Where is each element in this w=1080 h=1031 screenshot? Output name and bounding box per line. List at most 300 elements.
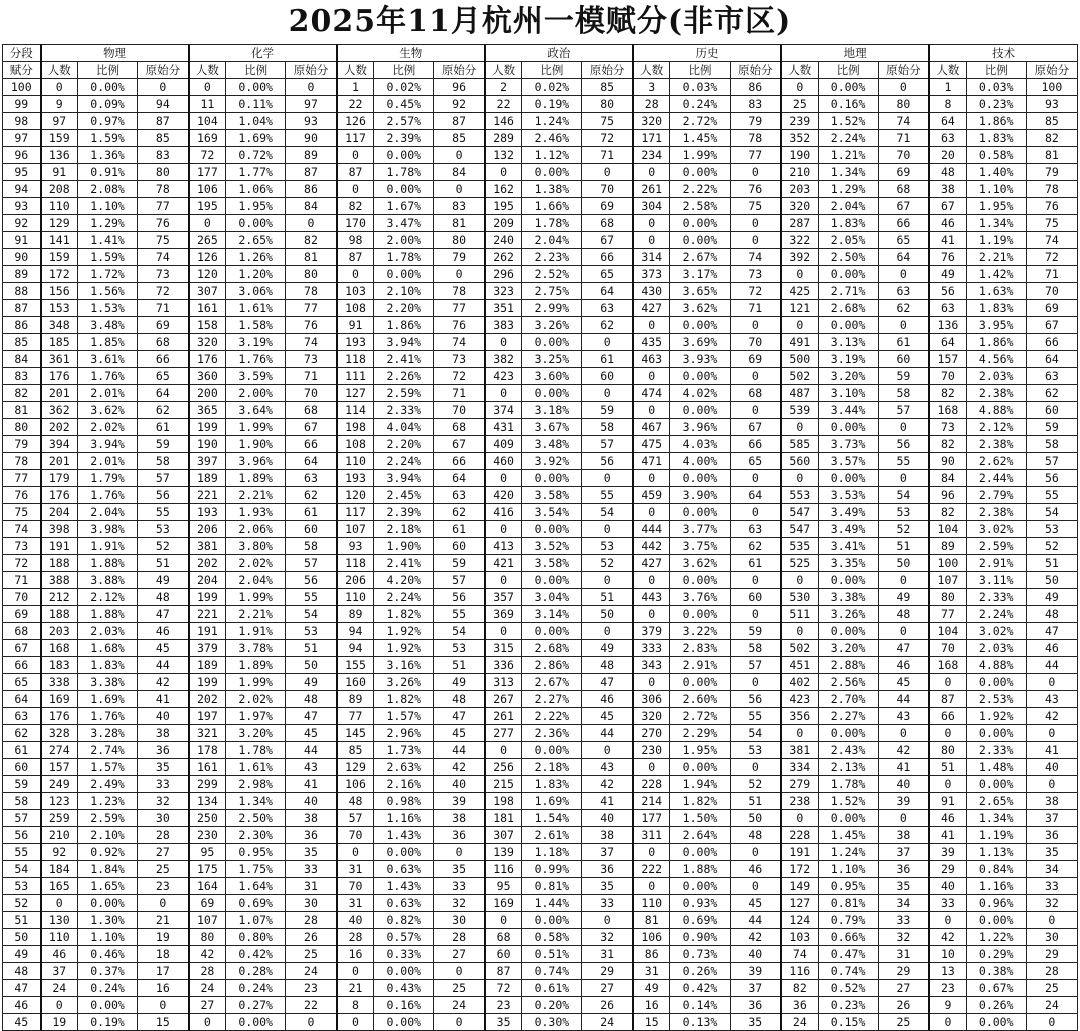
table-cell: 46	[878, 657, 929, 674]
table-cell: 44	[434, 742, 485, 759]
page-title: 2025年11月杭州一模赋分(非市区)	[288, 4, 792, 39]
table-cell: 0.33%	[374, 946, 434, 963]
table-cell: 42	[189, 946, 226, 963]
table-cell: 64	[730, 487, 781, 504]
table-row	[3, 674, 1078, 691]
table-cell: 82	[929, 436, 966, 453]
column-header: 人数	[485, 62, 522, 79]
table-cell: 2.38%	[966, 385, 1026, 402]
table-cell: 348	[41, 317, 78, 334]
assigned-score-cell: 71	[3, 572, 41, 589]
table-cell: 203	[41, 623, 78, 640]
table-cell: 198	[337, 419, 374, 436]
table-cell: 0.00%	[670, 844, 730, 861]
table-cell: 68	[138, 334, 189, 351]
table-cell: 57	[286, 555, 337, 572]
table-cell: 2.03%	[78, 623, 138, 640]
table-cell: 2.62%	[966, 453, 1026, 470]
table-cell: 3.48%	[78, 317, 138, 334]
table-cell: 0	[337, 963, 374, 980]
table-cell: 0.00%	[522, 470, 582, 487]
table-cell: 1.44%	[522, 895, 582, 912]
table-cell: 0	[633, 844, 670, 861]
table-cell: 0	[633, 470, 670, 487]
table-cell: 307	[485, 827, 522, 844]
table-cell: 74	[138, 249, 189, 266]
table-cell: 48	[337, 793, 374, 810]
table-cell: 0	[633, 164, 670, 181]
table-cell: 49	[1026, 589, 1077, 606]
table-cell: 2.04%	[818, 198, 878, 215]
assigned-score-cell: 61	[3, 742, 41, 759]
table-cell: 1.94%	[670, 776, 730, 793]
assigned-score-cell: 96	[3, 147, 41, 164]
table-cell: 49	[286, 674, 337, 691]
table-cell: 64	[878, 249, 929, 266]
table-cell: 57	[878, 402, 929, 419]
table-cell: 71	[1026, 266, 1077, 283]
table-cell: 0	[582, 521, 633, 538]
column-header: 人数	[189, 62, 226, 79]
table-cell: 72	[730, 283, 781, 300]
table-cell: 2.02%	[226, 555, 286, 572]
table-cell: 1.69%	[78, 691, 138, 708]
table-cell: 108	[337, 436, 374, 453]
table-cell: 431	[485, 419, 522, 436]
table-cell: 1.45%	[670, 130, 730, 147]
table-cell: 0.00%	[670, 368, 730, 385]
table-cell: 1.57%	[374, 708, 434, 725]
table-cell: 0	[485, 334, 522, 351]
table-cell: 71	[138, 300, 189, 317]
table-cell: 82	[929, 504, 966, 521]
table-cell: 44	[138, 657, 189, 674]
table-cell: 51	[286, 640, 337, 657]
table-cell: 45	[582, 708, 633, 725]
table-cell: 42	[730, 929, 781, 946]
table-cell: 70	[434, 402, 485, 419]
table-cell: 50	[878, 555, 929, 572]
table-cell: 1.76%	[78, 708, 138, 725]
table-cell: 0.96%	[966, 895, 1026, 912]
table-cell: 155	[337, 657, 374, 674]
table-cell: 48	[286, 691, 337, 708]
table-cell: 0	[434, 844, 485, 861]
table-cell: 3.06%	[226, 283, 286, 300]
table-cell: 39	[929, 844, 966, 861]
table-cell: 52	[730, 776, 781, 793]
column-header: 比例	[374, 62, 434, 79]
table-cell: 78	[1026, 181, 1077, 198]
table-cell: 0	[633, 232, 670, 249]
table-cell: 176	[41, 368, 78, 385]
table-row	[3, 691, 1078, 708]
table-cell: 2.08%	[78, 181, 138, 198]
table-cell: 0	[138, 79, 189, 96]
table-cell: 3.62%	[78, 402, 138, 419]
table-cell: 0.28%	[226, 963, 286, 980]
table-cell: 0.00%	[818, 470, 878, 487]
table-cell: 126	[189, 249, 226, 266]
table-cell: 0	[929, 776, 966, 793]
table-cell: 1.06%	[226, 181, 286, 198]
table-cell: 108	[337, 300, 374, 317]
table-cell: 3.93%	[670, 351, 730, 368]
table-cell: 2.30%	[226, 827, 286, 844]
table-cell: 118	[337, 555, 374, 572]
table-row	[3, 215, 1078, 232]
table-cell: 23	[138, 878, 189, 895]
assigned-score-cell: 65	[3, 674, 41, 691]
table-cell: 0	[286, 215, 337, 232]
table-cell: 1.76%	[78, 368, 138, 385]
table-cell: 79	[1026, 164, 1077, 181]
table-cell: 28	[434, 929, 485, 946]
table-cell: 77	[434, 300, 485, 317]
assigned-score-cell: 78	[3, 453, 41, 470]
table-cell: 74	[1026, 232, 1077, 249]
table-cell: 1.10%	[818, 861, 878, 878]
table-cell: 539	[781, 402, 818, 419]
table-cell: 23	[485, 997, 522, 1014]
table-cell: 2.04%	[78, 504, 138, 521]
table-cell: 46	[929, 810, 966, 827]
table-row	[3, 776, 1078, 793]
table-cell: 0.80%	[226, 929, 286, 946]
assigned-score-cell: 53	[3, 878, 41, 895]
table-cell: 2.10%	[374, 283, 434, 300]
table-cell: 86	[730, 79, 781, 96]
table-cell: 2.18%	[374, 521, 434, 538]
table-cell: 2.23%	[522, 249, 582, 266]
table-cell: 0	[434, 266, 485, 283]
table-cell: 61	[878, 334, 929, 351]
table-cell: 70	[878, 147, 929, 164]
table-cell: 343	[633, 657, 670, 674]
table-cell: 191	[781, 844, 818, 861]
table-cell: 0.00%	[522, 521, 582, 538]
table-cell: 168	[41, 640, 78, 657]
table-cell: 78	[434, 283, 485, 300]
table-cell: 2.72%	[670, 708, 730, 725]
table-cell: 0.00%	[522, 912, 582, 929]
table-cell: 3.26%	[818, 606, 878, 623]
table-cell: 171	[633, 130, 670, 147]
table-cell: 3.38%	[78, 674, 138, 691]
table-cell: 56	[138, 487, 189, 504]
table-cell: 45	[730, 895, 781, 912]
table-row	[3, 810, 1078, 827]
table-cell: 2.67%	[522, 674, 582, 691]
table-cell: 149	[781, 878, 818, 895]
table-cell: 57	[434, 572, 485, 589]
table-cell: 0.00%	[522, 164, 582, 181]
table-cell: 83	[138, 147, 189, 164]
table-cell: 0.00%	[226, 79, 286, 96]
table-cell: 0	[929, 1014, 966, 1031]
table-cell: 175	[189, 861, 226, 878]
table-cell: 0	[878, 470, 929, 487]
table-cell: 82	[337, 198, 374, 215]
table-cell: 2.21%	[226, 487, 286, 504]
table-cell: 1.59%	[78, 130, 138, 147]
table-cell: 71	[582, 147, 633, 164]
table-cell: 93	[1026, 96, 1077, 113]
column-header: 原始分	[286, 62, 337, 79]
table-cell: 61	[434, 521, 485, 538]
assigned-score-cell: 85	[3, 334, 41, 351]
table-cell: 2.20%	[374, 300, 434, 317]
table-cell: 66	[929, 708, 966, 725]
table-cell: 46	[582, 691, 633, 708]
table-cell: 1.54%	[522, 810, 582, 827]
table-cell: 165	[41, 878, 78, 895]
table-cell: 0.24%	[78, 980, 138, 997]
table-cell: 33	[434, 878, 485, 895]
table-cell: 58	[730, 640, 781, 657]
assigned-score-cell: 54	[3, 861, 41, 878]
table-cell: 120	[189, 266, 226, 283]
table-cell: 0.09%	[78, 96, 138, 113]
table-cell: 145	[337, 725, 374, 742]
table-cell: 172	[41, 266, 78, 283]
table-cell: 41	[1026, 742, 1077, 759]
table-cell: 41	[138, 691, 189, 708]
table-cell: 451	[781, 657, 818, 674]
table-cell: 3.64%	[226, 402, 286, 419]
table-cell: 1.95%	[670, 742, 730, 759]
table-cell: 1.93%	[226, 504, 286, 521]
table-cell: 2.49%	[78, 776, 138, 793]
table-cell: 84	[434, 164, 485, 181]
table-cell: 0	[878, 623, 929, 640]
table-cell: 0.69%	[226, 895, 286, 912]
table-cell: 55	[1026, 487, 1077, 504]
table-cell: 212	[41, 589, 78, 606]
table-cell: 2.03%	[966, 640, 1026, 657]
table-cell: 210	[41, 827, 78, 844]
table-cell: 168	[929, 402, 966, 419]
table-cell: 193	[189, 504, 226, 521]
table-cell: 30	[286, 895, 337, 912]
table-cell: 0	[337, 181, 374, 198]
table-cell: 63	[1026, 368, 1077, 385]
table-cell: 1.29%	[818, 181, 878, 198]
table-cell: 3.67%	[522, 419, 582, 436]
table-cell: 3.62%	[670, 555, 730, 572]
table-cell: 307	[189, 283, 226, 300]
table-cell: 3.94%	[374, 334, 434, 351]
table-cell: 33	[1026, 878, 1077, 895]
table-cell: 73	[286, 351, 337, 368]
table-cell: 78	[286, 283, 337, 300]
assigned-score-cell: 50	[3, 929, 41, 946]
table-cell: 0	[1026, 776, 1077, 793]
table-cell: 67	[582, 232, 633, 249]
table-cell: 60	[1026, 402, 1077, 419]
table-cell: 585	[781, 436, 818, 453]
table-cell: 394	[41, 436, 78, 453]
table-cell: 48	[929, 164, 966, 181]
table-cell: 0.61%	[522, 980, 582, 997]
table-cell: 107	[929, 572, 966, 589]
table-cell: 204	[189, 572, 226, 589]
table-cell: 75	[730, 198, 781, 215]
table-cell: 0.38%	[966, 963, 1026, 980]
table-cell: 25	[1026, 980, 1077, 997]
table-cell: 0.74%	[818, 963, 878, 980]
table-cell: 60	[582, 368, 633, 385]
table-cell: 38	[138, 725, 189, 742]
table-row	[3, 980, 1078, 997]
table-cell: 535	[781, 538, 818, 555]
table-cell: 3.76%	[670, 589, 730, 606]
table-cell: 40	[730, 946, 781, 963]
table-cell: 1.91%	[226, 623, 286, 640]
table-cell: 63	[929, 300, 966, 317]
table-cell: 68	[286, 402, 337, 419]
table-row	[3, 334, 1078, 351]
table-cell: 0.02%	[522, 79, 582, 96]
table-cell: 91	[41, 164, 78, 181]
table-cell: 169	[41, 691, 78, 708]
table-cell: 338	[41, 674, 78, 691]
table-cell: 72	[485, 980, 522, 997]
table-cell: 0	[878, 266, 929, 283]
table-cell: 1.38%	[522, 181, 582, 198]
table-cell: 215	[485, 776, 522, 793]
table-cell: 169	[189, 130, 226, 147]
table-cell: 179	[41, 470, 78, 487]
table-cell: 423	[485, 368, 522, 385]
table-cell: 435	[633, 334, 670, 351]
assigned-score-cell: 67	[3, 640, 41, 657]
table-cell: 3.62%	[670, 300, 730, 317]
column-header: 比例	[670, 62, 730, 79]
table-cell: 1.48%	[966, 759, 1026, 776]
table-cell: 0	[633, 759, 670, 776]
table-cell: 1.95%	[226, 198, 286, 215]
table-cell: 1.07%	[226, 912, 286, 929]
assigned-score-cell: 55	[3, 844, 41, 861]
table-cell: 2.01%	[78, 385, 138, 402]
table-cell: 3.48%	[522, 436, 582, 453]
table-cell: 31	[337, 861, 374, 878]
table-cell: 1.99%	[226, 419, 286, 436]
table-cell: 373	[633, 266, 670, 283]
table-cell: 195	[189, 198, 226, 215]
table-cell: 139	[485, 844, 522, 861]
table-cell: 39	[434, 793, 485, 810]
table-cell: 46	[41, 946, 78, 963]
table-cell: 256	[485, 759, 522, 776]
table-cell: 58	[582, 419, 633, 436]
table-cell: 2.00%	[226, 385, 286, 402]
table-cell: 1.18%	[522, 844, 582, 861]
table-cell: 500	[781, 351, 818, 368]
table-cell: 328	[41, 725, 78, 742]
table-cell: 3.94%	[78, 436, 138, 453]
table-cell: 87	[286, 164, 337, 181]
table-cell: 2.96%	[374, 725, 434, 742]
table-cell: 65	[878, 232, 929, 249]
table-cell: 0	[730, 844, 781, 861]
table-cell: 0.13%	[670, 1014, 730, 1031]
assigned-score-cell: 76	[3, 487, 41, 504]
table-cell: 2.57%	[374, 113, 434, 130]
table-cell: 4.88%	[966, 657, 1026, 674]
table-cell: 0.15%	[818, 1014, 878, 1031]
table-cell: 104	[929, 521, 966, 538]
table-cell: 267	[485, 691, 522, 708]
column-header: 原始分	[434, 62, 485, 79]
table-cell: 553	[781, 487, 818, 504]
table-cell: 176	[41, 487, 78, 504]
table-cell: 0	[633, 606, 670, 623]
table-cell: 4.02%	[670, 385, 730, 402]
table-cell: 97	[286, 96, 337, 113]
table-cell: 52	[1026, 538, 1077, 555]
table-cell: 100	[929, 555, 966, 572]
table-cell: 86	[633, 946, 670, 963]
table-cell: 49	[633, 980, 670, 997]
table-cell: 277	[485, 725, 522, 742]
table-cell: 0.00%	[670, 402, 730, 419]
assigned-score-cell: 69	[3, 606, 41, 623]
table-cell: 35	[582, 878, 633, 895]
assigned-score-cell: 87	[3, 300, 41, 317]
table-cell: 502	[781, 368, 818, 385]
table-cell: 2.98%	[226, 776, 286, 793]
assigned-score-cell: 83	[3, 368, 41, 385]
table-cell: 37	[878, 844, 929, 861]
table-cell: 0	[189, 215, 226, 232]
table-cell: 0.46%	[78, 946, 138, 963]
table-cell: 0.00%	[670, 606, 730, 623]
table-cell: 193	[337, 334, 374, 351]
assigned-score-cell: 60	[3, 759, 41, 776]
table-cell: 161	[189, 300, 226, 317]
table-cell: 78	[138, 181, 189, 198]
table-cell: 177	[189, 164, 226, 181]
table-cell: 379	[189, 640, 226, 657]
table-cell: 48	[730, 827, 781, 844]
table-cell: 0.74%	[522, 963, 582, 980]
table-cell: 1.83%	[966, 300, 1026, 317]
table-cell: 68	[730, 385, 781, 402]
table-cell: 37	[730, 980, 781, 997]
table-cell: 0	[781, 266, 818, 283]
table-cell: 3.17%	[670, 266, 730, 283]
table-cell: 69	[878, 164, 929, 181]
table-cell: 51	[929, 759, 966, 776]
table-cell: 3	[633, 79, 670, 96]
table-cell: 57	[337, 810, 374, 827]
table-cell: 1.24%	[818, 844, 878, 861]
assigned-score-cell: 62	[3, 725, 41, 742]
table-cell: 59	[878, 368, 929, 385]
table-cell: 0	[582, 572, 633, 589]
table-row	[3, 844, 1078, 861]
assigned-score-cell: 79	[3, 436, 41, 453]
table-cell: 0	[730, 215, 781, 232]
table-cell: 42	[878, 742, 929, 759]
table-cell: 129	[41, 215, 78, 232]
table-cell: 357	[485, 589, 522, 606]
table-cell: 381	[781, 742, 818, 759]
assigned-score-cell: 64	[3, 691, 41, 708]
table-cell: 1.83%	[966, 130, 1026, 147]
